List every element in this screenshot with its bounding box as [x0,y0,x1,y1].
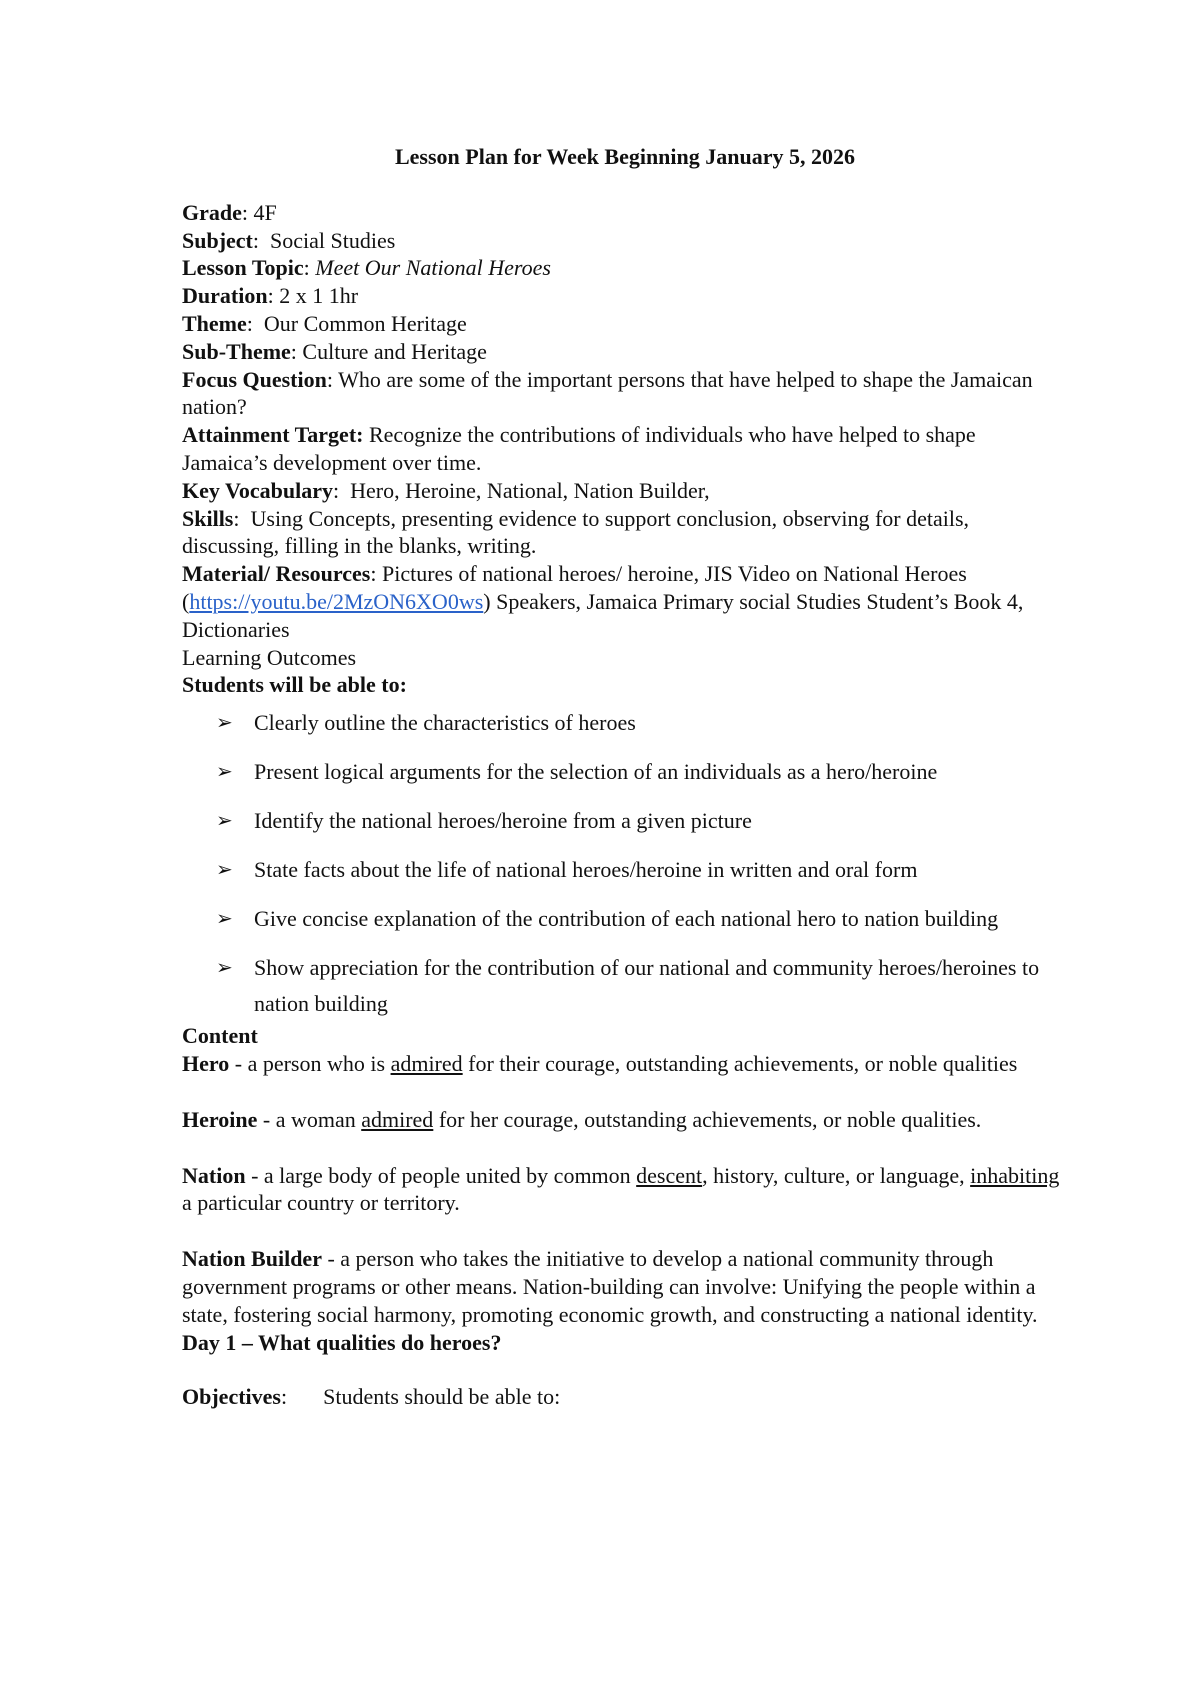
focus-question-label: Focus Question [182,366,327,392]
lesson-topic-value: Meet Our National Heroes [315,255,551,281]
content-heading: Content [182,1023,258,1049]
outcomes-list [182,705,1062,1022]
focus-question-value: Who are some of the important persons that have helped to shape the Jamaican nation? [182,366,1033,420]
underlined-word: inhabiting [970,1162,1060,1188]
key-vocabulary-sep: : [332,477,351,503]
lesson-topic-label: Lesson Topic [182,255,304,281]
materials-line [182,560,1062,643]
duration-line [182,282,1062,310]
materials-sep: : [370,561,382,587]
duration-label: Duration [182,283,268,309]
page-title: Lesson Plan for Week Beginning January 5, 2026 [394,144,856,169]
attainment-target-line [182,421,1062,477]
definition-text: a person who is [247,1050,391,1076]
definition-text: for their courage, outstanding achievements, or noble qualities [462,1050,1018,1076]
document-body [182,143,1062,1411]
materials-value-before: Pictures of national heroes/ heroine, JIS Video on National Heroes ( [182,561,967,614]
arrow-bullet-icon: ➢ [216,957,233,980]
definition-dash: - [257,1106,276,1132]
definition-nation-builder [182,1245,1062,1328]
objectives-text: Students should be able to: [323,1384,561,1410]
definition-dash: - [229,1050,248,1076]
list-item [182,705,1062,741]
definition-text: a large body of people united by common [263,1162,637,1188]
definition-term: Nation Builder [182,1246,322,1272]
definition-text: for her courage, outstanding achievements, or noble qualities. [433,1106,982,1132]
lesson-topic-sep: : [303,255,316,281]
definition-text: a woman [275,1106,362,1132]
objectives-label: Objectives [182,1384,281,1410]
list-item [182,803,1062,839]
duration-sep: : [267,283,280,309]
subject-label: Subject [182,227,253,253]
underlined-word: admired [361,1106,434,1132]
grade-line [182,199,1062,227]
definition-term: Heroine [182,1106,258,1132]
day1-heading: Day 1 – What qualities do heroes? [182,1329,502,1355]
list-item [182,754,1062,790]
subject-line [182,227,1062,255]
theme-value: Our Common Heritage [263,310,467,336]
objectives-sep: : [280,1384,288,1410]
key-vocabulary-value: Hero, Heroine, National, Nation Builder, [350,477,710,503]
definition-dash: - [245,1162,264,1188]
sub-theme-sep: : [290,338,303,364]
materials-label: Material/ Resources [182,561,371,587]
definition-hero [182,1050,1062,1078]
subject-sep: : [252,227,271,253]
underlined-word: admired [390,1050,463,1076]
underlined-word: descent [636,1162,703,1188]
sub-theme-label: Sub-Theme [182,338,291,364]
definition-nation [182,1162,1062,1218]
outcome-text: Clearly outline the characteristics of heroes [254,710,636,736]
outcome-text: State facts about the life of national heroes/heroine in written and oral form [254,857,918,883]
definition-text: a person who takes the initiative to develop a national community through government programs or other means. Nation-building can involve: Unifying the people within a state, fostering social harmony, promoting economic growth, and constructing a national identity. [182,1246,1038,1327]
theme-label: Theme [182,310,247,336]
definition-text: , history, culture, or language, [702,1162,971,1188]
theme-sep: : [246,310,264,336]
arrow-bullet-icon: ➢ [216,859,233,882]
arrow-bullet-icon: ➢ [216,810,233,833]
materials-value-after: ) Speakers, Jamaica Primary social Studies Student’s Book 4, Dictionaries [182,588,1024,642]
sub-theme-line [182,338,1062,366]
subject-value: Social Studies [270,227,396,253]
theme-line [182,310,1062,338]
outcome-text: Give concise explanation of the contribution of each national hero to nation building [254,906,999,932]
attainment-target-value: Recognize the contributions of individuals who have helped to shape Jamaica’s development over time. [182,422,976,475]
definition-heroine [182,1106,1062,1134]
duration-value: 2 x 1 1hr [279,283,359,309]
skills-sep: : [233,505,251,531]
outcome-text: Identify the national heroes/heroine from a given picture [254,808,752,834]
focus-question-line [182,366,1062,422]
key-vocabulary-line [182,477,1062,505]
video-link[interactable]: https://youtu.be/2MzON6XO0ws [189,588,484,614]
skills-value: Using Concepts, presenting evidence to support conclusion, observing for details, discussing, filling in the blanks, writing. [182,505,970,559]
sub-theme-value: Culture and Heritage [302,338,487,364]
skills-line [182,505,1062,561]
list-item [182,950,1062,1022]
grade-sep: : [241,199,254,225]
focus-question-sep: : [326,366,339,392]
arrow-bullet-icon: ➢ [216,761,233,784]
definition-term: Nation [182,1162,246,1188]
learning-outcomes-label: Learning Outcomes [182,644,357,670]
definition-dash: - [321,1246,341,1272]
list-item [182,852,1062,888]
attainment-target-label: Attainment Target: [182,422,364,448]
list-item [182,901,1062,937]
grade-value: 4F [253,199,277,225]
grade-label: Grade [182,199,242,225]
outcome-text: Present logical arguments for the selection of an individuals as a hero/heroine [254,759,938,785]
skills-label: Skills [182,505,234,531]
definition-term: Hero [182,1050,230,1076]
objectives-line [182,1383,1062,1411]
key-vocabulary-label: Key Vocabulary [182,477,333,503]
definition-text: a particular country or territory. [182,1190,460,1216]
arrow-bullet-icon: ➢ [216,908,233,931]
arrow-bullet-icon: ➢ [216,712,233,735]
lesson-topic-line [182,254,1062,282]
students-will-label: Students will be able to: [182,672,407,698]
outcome-text: Show appreciation for the contribution of our national and community heroes/heroines to nation building [254,955,1040,1017]
